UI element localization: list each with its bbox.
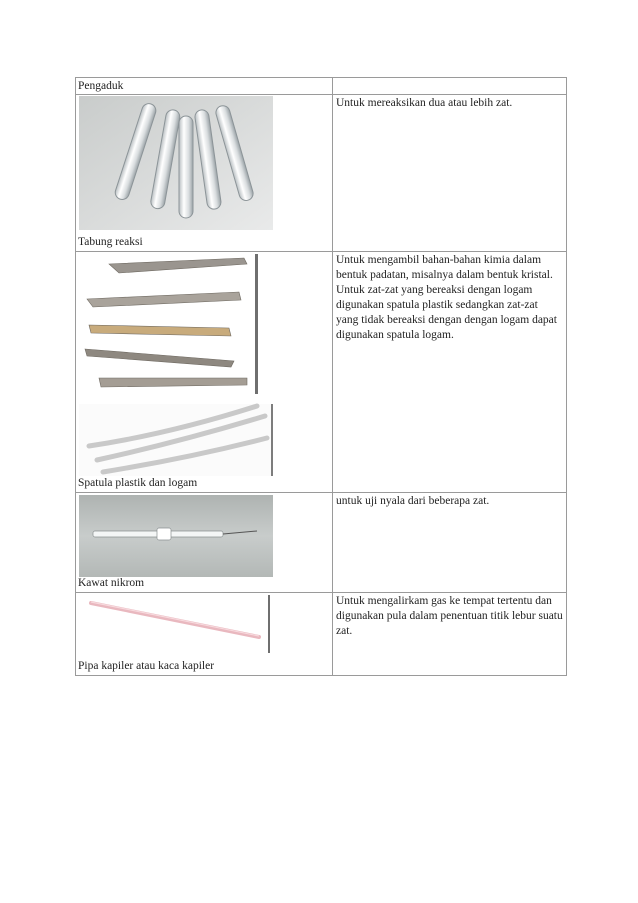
equipment-description-cell [333,95,567,252]
equipment-name-cell [76,593,333,676]
equipment-table [75,77,567,676]
equipment-name: Spatula plastik dan logam [78,477,198,489]
spatulas-image [79,254,273,476]
equipment-description-cell [333,493,567,593]
equipment-name: Kawat nikrom [78,577,145,589]
equipment-description-cell [333,78,567,95]
equipment-description: Untuk mengalirkam gas ke tempat tertentu dan digunakan pula dalam penentuan titik lebur suatu zat. [336,595,563,637]
table-row [76,593,567,676]
equipment-name-cell [76,252,333,493]
equipment-description [333,78,566,79]
equipment-name-cell [76,493,333,593]
table-row [76,95,567,252]
equipment-name-cell [76,95,333,252]
table-row [76,493,567,593]
equipment-description-cell [333,593,567,676]
test-tubes-image [79,96,273,230]
nichrome-wire-image [79,495,273,577]
table-row [76,252,567,493]
equipment-name: Pipa kapiler atau kaca kapiler [78,660,215,672]
equipment-description: Untuk mengambil bahan-bahan kimia dalam bentuk padatan, misalnya dalam bentuk kristal. Untuk zat-zat yang bereaksi dengan logam digunakan spatula plastik sedangkan zat-zat yang tidak bereaksi dengan dengan logam dapat digunakan spatula logam. [336,254,557,341]
equipment-name: Pengaduk [78,80,124,92]
equipment-description: untuk uji nyala dari beberapa zat. [336,495,490,507]
capillary-tube-image [79,595,273,655]
equipment-description: Untuk mereaksikan dua atau lebih zat. [336,97,513,109]
equipment-description-cell [333,252,567,493]
table-row [76,78,567,95]
equipment-name-cell [76,78,333,95]
equipment-name: Tabung reaksi [78,236,143,248]
